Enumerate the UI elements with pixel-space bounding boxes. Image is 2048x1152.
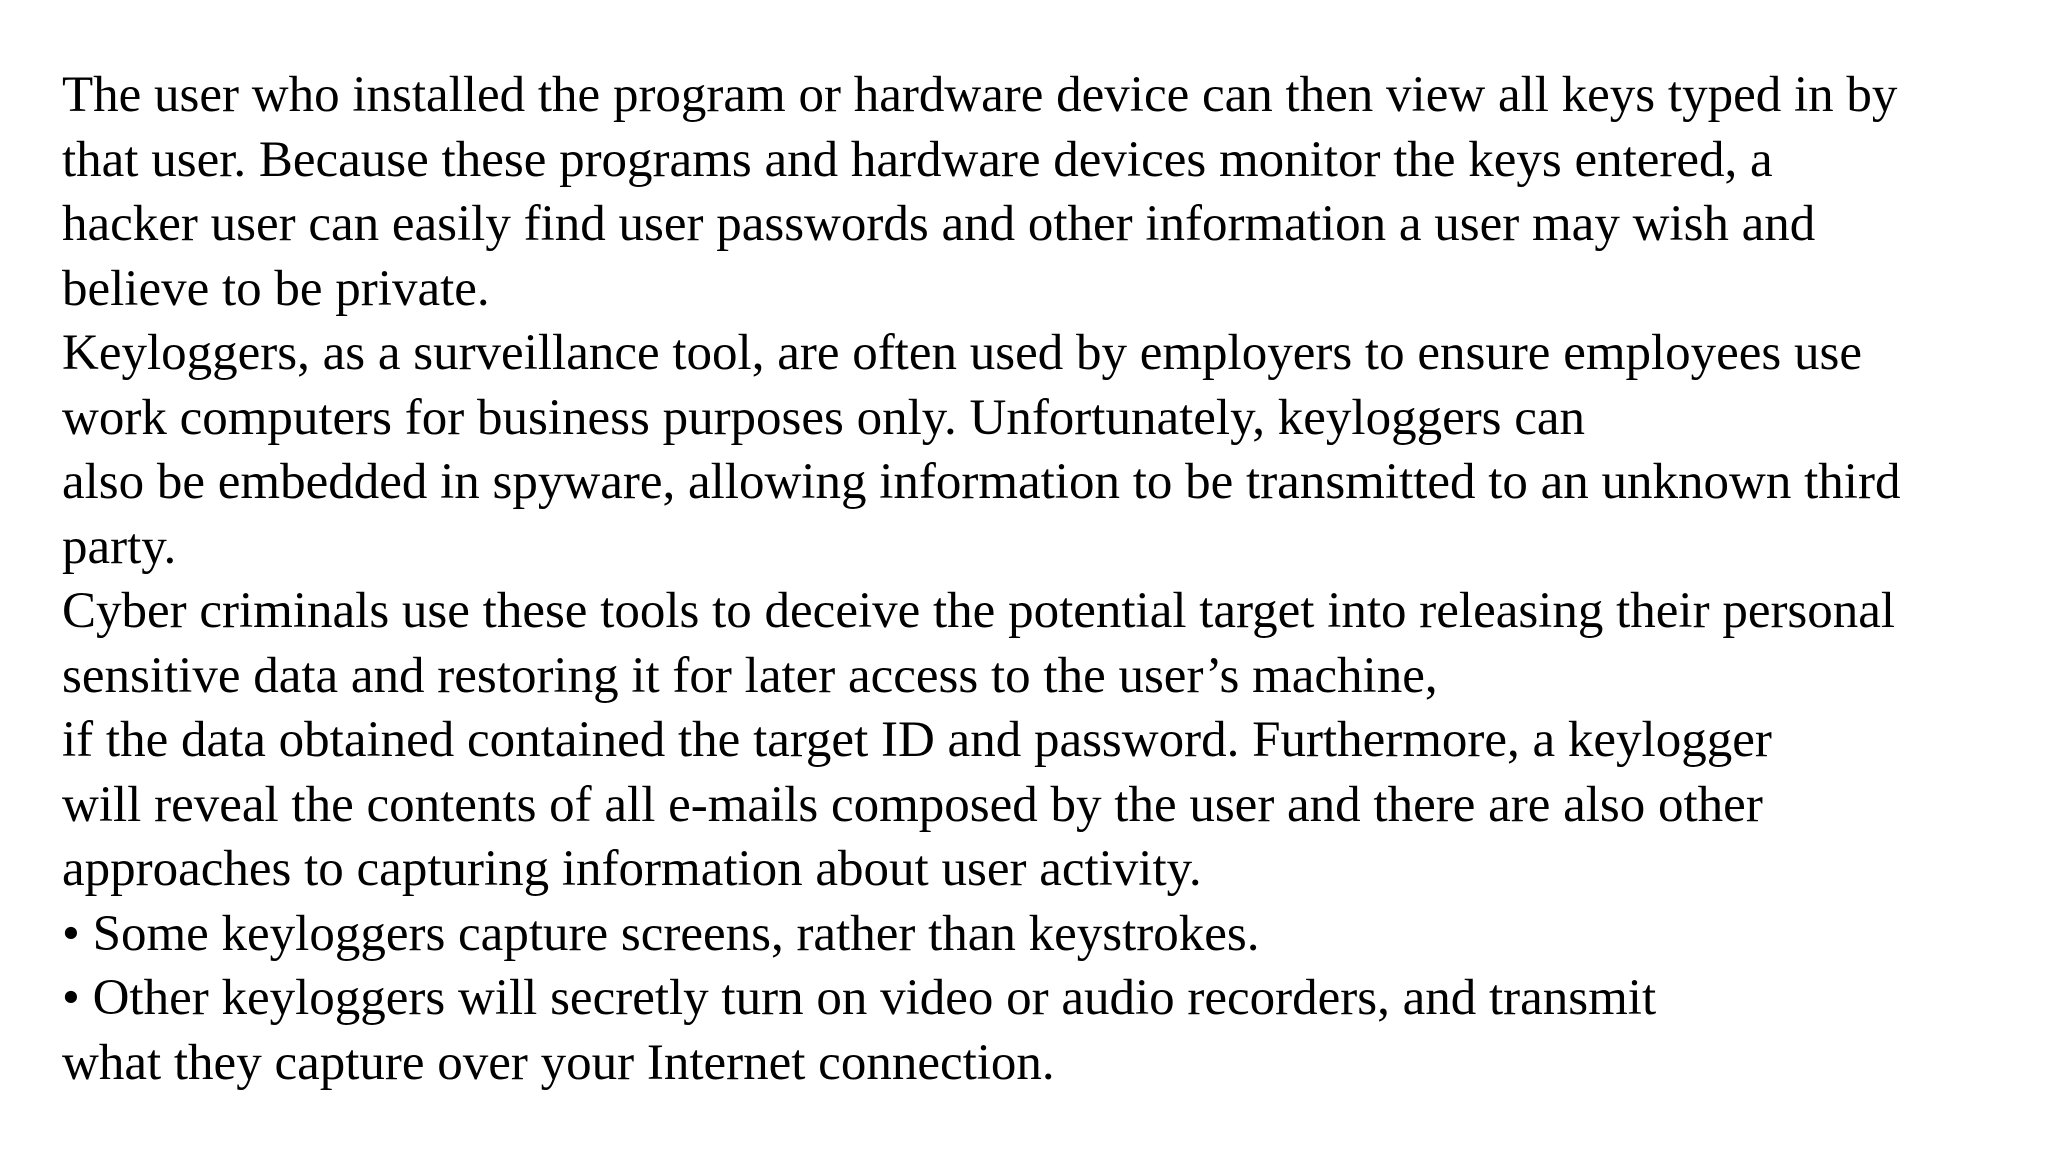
text-line-6: work computers for business purposes only. Unfortunately, keyloggers can [62,389,1586,446]
text-line-11: if the data obtained contained the target ID and password. Furthermore, a keylogger [62,712,1772,768]
text-line-3: hacker user can easily find user passwords and other information a user may wish and [62,196,1816,252]
bullet-item-2: • Other keyloggers will secretly turn on video or audio recorders, and transmit [62,970,1657,1026]
text-line-8: party. [62,518,177,575]
text-line-10: sensitive data and restoring it for later access to the user’s machine, [62,647,1438,704]
bullet-item-1: • Some keyloggers capture screens, rather than keystrokes. [62,905,1260,962]
text-line-1: The user who installed the program or hardware device can then view all keys typed in by [62,67,1898,123]
text-line-4: believe to be private. [62,260,490,317]
text-line-9: Cyber criminals use these tools to deceive the potential target into releasing their personal [62,583,1896,639]
document-body [62,63,2032,1095]
text-line-7: also be embedded in spyware, allowing information to be transmitted to an unknown third [62,454,1901,510]
text-line-12: will reveal the contents of all e-mails composed by the user and there are also other [62,776,1763,833]
text-line-5: Keyloggers, as a surveillance tool, are often used by employers to ensure employees use [62,325,1863,381]
text-line-13: approaches to capturing information about user activity. [62,841,1202,897]
text-line-2: that user. Because these programs and hardware devices monitor the keys entered, a [62,131,1773,188]
bullet-item-2-continuation: what they capture over your Internet connection. [62,1034,1055,1091]
